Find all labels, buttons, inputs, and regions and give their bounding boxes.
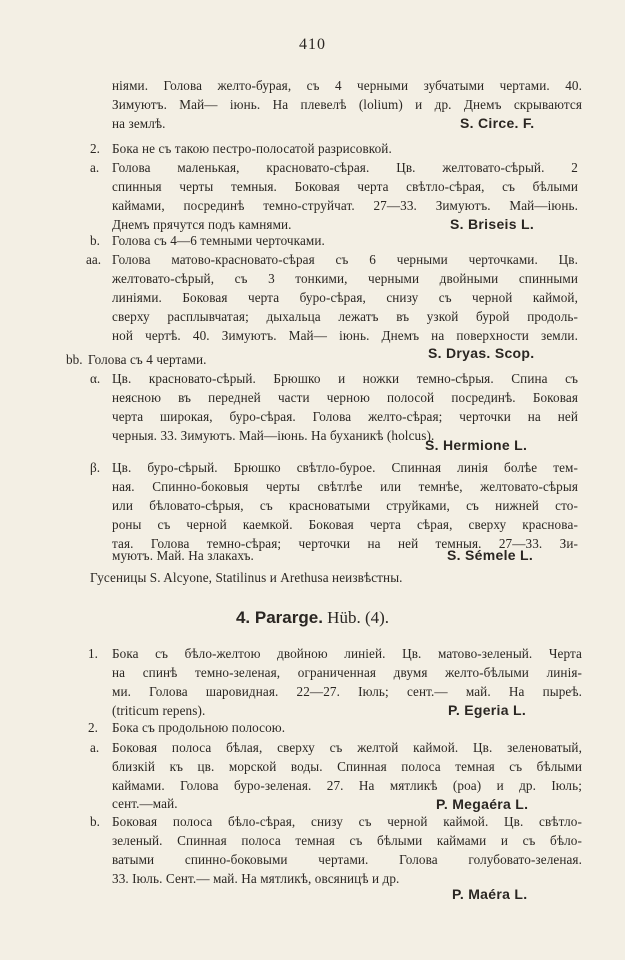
species-name: P. Egeria L. <box>448 702 527 718</box>
text-line: 33. Іюль. Сент.— май. На мятликѣ, овсяницѣ и др. <box>112 871 400 886</box>
text-line: черта широкая, буро-сѣрая. Голова желто-сѣрая; черточки на ней <box>112 409 578 424</box>
text-line: роны съ черной каемкой. Боковая черта сѣрая, сверху красновa- <box>112 517 578 532</box>
text-line: (triticum repens). <box>112 703 206 718</box>
text-line: зеленый. Спинная полоса темная съ бѣлыми каймами и съ бѣло- <box>112 833 582 848</box>
text-line: Боковая полоса бѣло-сѣрая, снизу съ черной каймой. Цв. свѣтло- <box>112 814 582 829</box>
text-line: Голова съ 4—6 темными черточками. <box>112 233 325 248</box>
item-marker: 2. <box>88 720 98 735</box>
species-name: P. Megaéra L. <box>436 796 529 812</box>
text-line: Голова матово-красновато-сѣрая съ 6 черными черточками. Цв. <box>112 252 578 267</box>
text-line: Бока съ бѣло-желтою двойною линіей. Цв. матово-зеленый. Черта <box>112 646 582 661</box>
text-line: Днемъ прячутся подъ камнями. <box>112 217 292 232</box>
item-marker: bb. <box>66 352 83 367</box>
item-marker: α. <box>90 371 101 386</box>
page-number: 410 <box>299 36 326 53</box>
text-line: ми. Голова шаровидная. 22—27. Іюль; сент.— май. На пырeѣ. <box>112 684 582 699</box>
species-name: S. Briseis L. <box>450 216 535 232</box>
text-line: Зимуютъ. Май— іюнь. На плевелѣ (lolium) и др. Днемъ скрываются <box>112 97 582 112</box>
species-name: S. Circe. F. <box>460 115 535 131</box>
item-marker: β. <box>90 460 101 475</box>
item-marker: a. <box>90 740 100 755</box>
text-line: на спинѣ темно-зеленая, ограниченная двумя желто-бѣлыми линія- <box>112 665 582 680</box>
text-line: каймами. Голова буро-зеленая. 27. На мятликѣ (poa) и др. Іюль; <box>112 778 582 793</box>
species-name: S. Dryas. Scop. <box>428 345 535 361</box>
text-line: тая. Голова темно-сѣрая; черточки на ней темныя. 27—33. Зи- <box>112 536 578 551</box>
item-marker: 1. <box>88 646 98 661</box>
item-marker: b. <box>90 814 100 829</box>
text-line: Цв. буро-сѣрый. Брюшко свѣтло-бурое. Спинная линія болѣе тем- <box>112 460 578 475</box>
text-line: Боковая полоса бѣлая, сверху съ желтой каймой. Цв. зеленоватый, <box>112 740 582 755</box>
genus-name: 4. Pararge. <box>235 608 323 627</box>
text-line: каймами, посрединѣ темно-струйчат. 27—33. Зимуютъ. Май—іюнь. <box>112 198 578 213</box>
item-marker: a. <box>90 160 100 175</box>
text-line: Бока не съ такою пестро-полосатой разрисовкой. <box>112 141 392 156</box>
text-line: ной чертѣ. 40. Зимуютъ. Май— іюнь. Днемъ на поверхности земли. <box>112 328 578 343</box>
item-marker: aa. <box>86 252 102 267</box>
text-line: Голова съ 4 чертами. <box>88 352 207 367</box>
text-line: неясною въ передней части черною полосой посрединѣ. Боковая <box>112 390 578 405</box>
text-line: Цв. красновато-сѣрый. Брюшко и ножки темно-сѣрыя. Спина съ <box>112 371 578 386</box>
text-line: линіями. Боковая черта буро-сѣрая, снизу съ черной каймой, <box>112 290 578 305</box>
text-line: или бѣловато-сѣрыя, съ красноватыми струйками, съ нижней сто- <box>112 498 578 513</box>
item-marker: b. <box>90 233 100 248</box>
text-line: Бока съ продольною полосою. <box>112 720 286 735</box>
species-name: S. Hermione L. <box>425 437 528 453</box>
text-line: ватыми спинно-боковыми чертами. Голова голубовато-зеленая. <box>112 852 582 867</box>
text-line: ная. Спинно-боковыя черты свѣтлѣе или темнѣе, желтовато-сѣрыя <box>112 479 578 494</box>
species-name: P. Maéra L. <box>452 886 528 902</box>
text-line: ніями. Голова желто-бурая, съ 4 черными зубчатыми чертами. 40. <box>112 78 582 93</box>
text-line: близкій къ цв. морской воды. Спинная полоса темная съ бѣлыми <box>112 759 582 774</box>
text-line: сент.—май. <box>112 796 178 811</box>
text-line: желтовато-сѣрый, съ 3 тонкими, черными двойными спинными <box>112 271 578 286</box>
genus-author: Hüb. (4). <box>327 608 390 627</box>
text-line: муютъ. Май. На злакахъ. <box>112 548 254 563</box>
item-marker: 2. <box>90 141 100 156</box>
text-line: спинныя черты темныя. Боковая черта свѣтло-сѣрая, съ бѣлыми <box>112 179 578 194</box>
text-line: Голова маленькая, красновато-сѣрая. Цв. желтовато-сѣрый. 2 <box>112 160 578 175</box>
text-line: Гусеницы S. Alcyone, Statilinus и Arethusa неизвѣстны. <box>90 570 403 585</box>
text-line: черныя. 33. Зимуютъ. Май—іюнь. На буханикѣ (holcus). <box>112 428 435 443</box>
species-name: S. Sémele L. <box>447 547 534 563</box>
genus-heading <box>0 608 625 628</box>
text-line: на землѣ. <box>112 116 166 131</box>
text-line: сверху расплывчатая; дыхальца лежатъ въ узкой бурой продоль- <box>112 309 578 324</box>
